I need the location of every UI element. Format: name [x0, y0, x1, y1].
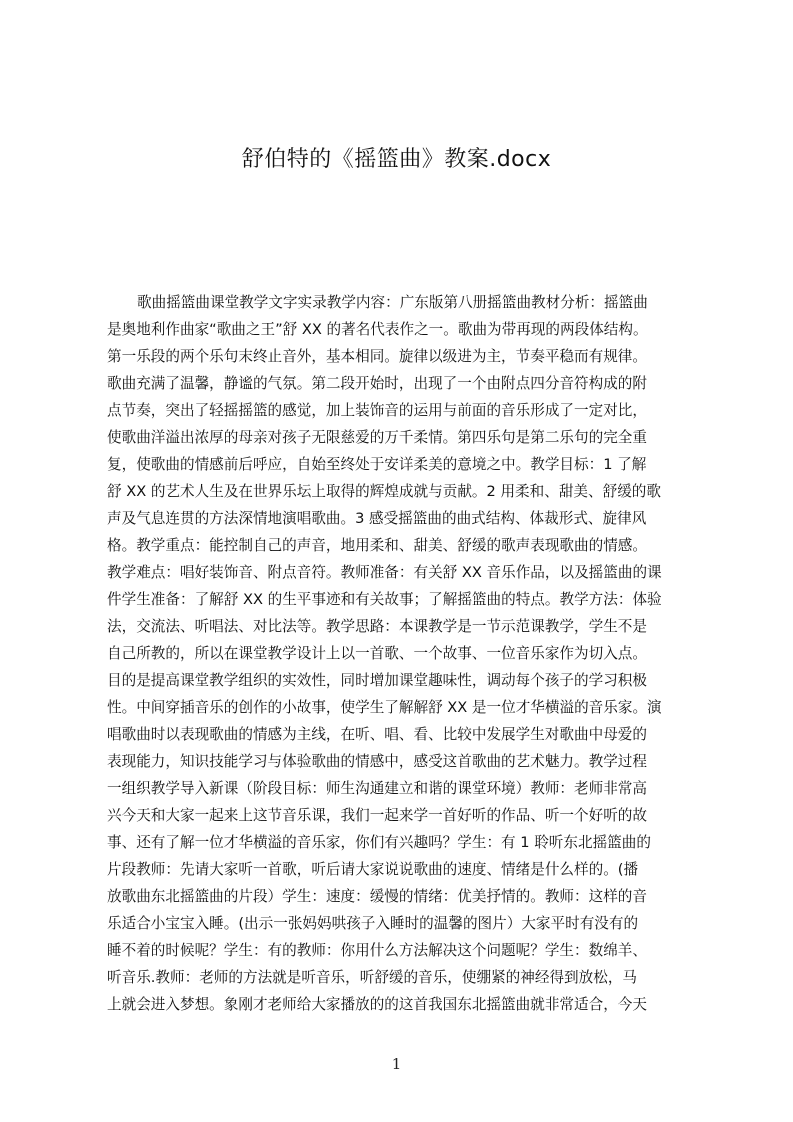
body-line: 事、还有了解一位才华横溢的音乐家，你们有兴趣吗？学生：有 1 聆听东北摇篮曲的 — [107, 834, 651, 851]
body-line: 第一乐段的两个乐句末终止音外，基本相同。旋律以级进为主，节奏平稳而有规律。 — [107, 348, 647, 365]
body-line: 听音乐.教师：老师的方法就是听音乐，听舒缓的音乐，使绷紧的神经得到放松，马 — [107, 969, 638, 986]
body-line: 是奥地利作曲家“歌曲之王”舒 XX 的著名代表作之一。歌曲为带再现的两段体结构。 — [107, 321, 648, 338]
body-line: 一组织教学导入新课（阶段目标：师生沟通建立和谐的课堂环境）教师：老师非常高 — [107, 780, 647, 797]
document-body — [107, 289, 697, 1018]
body-line: 声及气息连贯的方法深情地演唱歌曲。3 感受摇篮曲的曲式结构、体裁形式、旋律风 — [107, 510, 647, 527]
body-line: 性。中间穿插音乐的创作的小故事，使学生了解解舒 XX 是一位才华横溢的音乐家。演 — [107, 699, 662, 716]
body-line: 复，使歌曲的情感前后呼应，自始至终处于安详柔美的意境之中。教学目标：1 了解 — [107, 456, 647, 473]
body-line: 歌曲充满了温馨，静谧的气氛。第二段开始时，出现了一个由附点四分音符构成的附 — [107, 375, 647, 392]
body-line: 歌曲摇篮曲课堂教学文字实录教学内容：广东版第八册摇篮曲教材分析：摇篮曲 — [137, 294, 648, 311]
body-line: 使歌曲洋溢出浓厚的母亲对孩子无限慈爱的万千柔情。第四乐句是第二乐句的完全重 — [107, 429, 647, 446]
body-line: 睡不着的时候呢？学生：有的教师：你用什么方法解决这个问题呢？学生：数绵羊、 — [107, 942, 647, 959]
body-line: 放歌曲东北摇篮曲的片段）学生：速度：缓慢的情绪：优美抒情的。教师：这样的音 — [107, 888, 647, 905]
document-title: 舒伯特的《摇篮曲》教案.docx — [241, 147, 552, 172]
body-line: 片段教师：先请大家听一首歌，听后请大家说说歌曲的速度、情绪是什么样的。(播 — [107, 861, 639, 878]
body-line: 件学生准备：了解舒 XX 的生平事迹和有关故事；了解摇篮曲的特点。教学方法：体验 — [107, 591, 662, 608]
body-line: 乐适合小宝宝入睡。(出示一张妈妈哄孩子入睡时的温馨的图片）大家平时有没有的 — [107, 915, 639, 932]
body-line: 表现能力，知识技能学习与体验歌曲的情感中，感受这首歌曲的艺术魅力。教学过程 — [107, 753, 647, 770]
body-line: 唱歌曲时以表现歌曲的情感为主线，在听、唱、看、比较中发展学生对歌曲中母爱的 — [107, 726, 647, 743]
body-line: 格。教学重点：能控制自己的声音，地用柔和、甜美、舒缓的歌声表现歌曲的情感。 — [107, 537, 647, 554]
body-line: 目的是提高课堂教学组织的实效性，同时增加课堂趣味性，调动每个孩子的学习积极 — [107, 672, 647, 689]
body-line: 法，交流法、听唱法、对比法等。教学思路：本课教学是一节示范课教学，学生不是 — [107, 618, 647, 635]
body-line: 教学难点：唱好装饰音、附点音符。教师准备：有关舒 XX 音乐作品，以及摇篮曲的课 — [107, 564, 662, 581]
body-line: 自己所教的，所以在课堂教学设计上以一首歌、一个故事、一位音乐家作为切入点。 — [107, 645, 647, 662]
page-number: 1 — [391, 1055, 402, 1073]
body-line: 舒 XX 的艺术人生及在世界乐坛上取得的辉煌成就与贡献。2 用柔和、甜美、舒缓的歌 — [107, 483, 661, 500]
body-line: 兴今天和大家一起来上这节音乐课，我们一起来学一首好听的作品、听一个好听的故 — [107, 807, 647, 824]
body-line: 上就会进入梦想。象刚才老师给大家播放的的这首我国东北摇篮曲就非常适合，今天 — [107, 996, 647, 1013]
body-line: 点节奏，突出了轻摇摇篮的感觉，加上装饰音的运用与前面的音乐形成了一定对比， — [107, 402, 647, 419]
